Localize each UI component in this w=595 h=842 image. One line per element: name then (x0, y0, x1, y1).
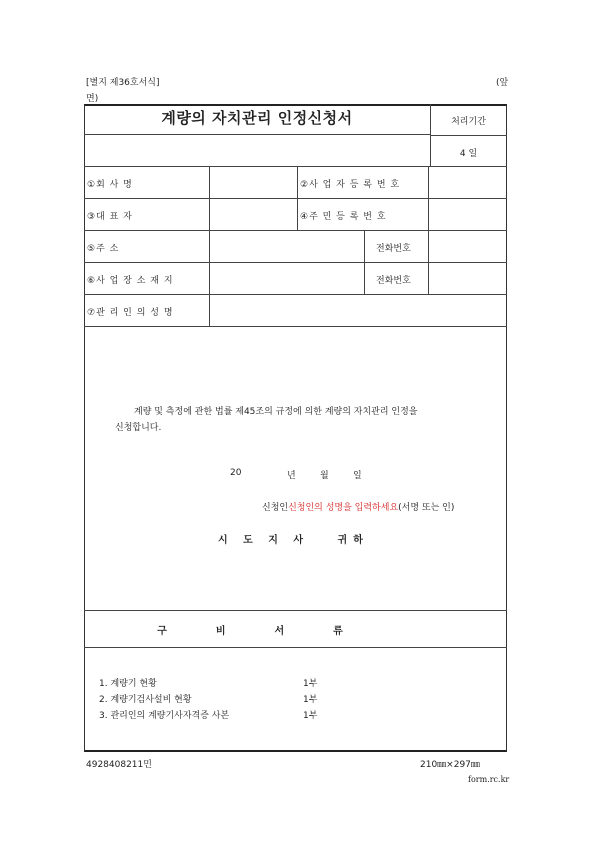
address-phone-label: 전화번호 (376, 244, 411, 254)
document-qty-2: 1부 (303, 695, 318, 705)
row-line-6 (84, 326, 507, 327)
manager-name-field[interactable] (210, 295, 506, 325)
processing-period-label: 처리기간 (451, 117, 486, 127)
workplace-field[interactable] (210, 263, 363, 293)
processing-line (430, 135, 507, 136)
source-link[interactable]: form.rc.kr (468, 775, 510, 784)
date-year: 20 (230, 468, 242, 478)
documents-heading: 구 비 서 류 (157, 626, 357, 637)
workplace-phone-label: 전화번호 (376, 276, 411, 286)
col-line-mid (297, 166, 298, 230)
date-month-unit: 월 (320, 471, 329, 481)
date-day-unit: 일 (353, 471, 362, 481)
document-qty-1: 1부 (303, 679, 318, 689)
form-number: [별지 제36호서식] (86, 78, 160, 88)
address-label: ⑤주 소 (87, 244, 120, 254)
documents-divider-top (84, 610, 507, 611)
document-item-2: 2. 계량기검사설비 현황 (99, 695, 192, 705)
workplace-label: ⑥사 업 장 소 재 지 (87, 276, 174, 286)
form-title: 계량의 자치관리 인정신청서 (161, 109, 353, 127)
processing-period-value: 4 일 (459, 149, 478, 159)
document-qty-3: 1부 (303, 711, 318, 721)
documents-divider-bottom (84, 647, 507, 648)
form-code: 4928408211민 (86, 760, 152, 770)
business-reg-no-field[interactable] (429, 167, 506, 197)
address-field[interactable] (210, 231, 363, 261)
title-underline (84, 134, 430, 135)
statement-line-1: 계량 및 측정에 관한 법률 제45조의 규정에 의한 계량의 자치관리 인정을 (134, 407, 418, 417)
representative-label: ③대 표 자 (87, 212, 133, 222)
document-item-3: 3. 관리인의 계량기사자격증 사본 (99, 711, 230, 721)
representative-field[interactable] (210, 199, 296, 229)
resident-reg-no-field[interactable] (429, 199, 506, 229)
col-line-phone (364, 230, 365, 294)
document-item-1: 1. 계량기 현황 (99, 679, 157, 689)
company-name-label: ①회 사 명 (87, 180, 133, 190)
workplace-phone-field[interactable] (429, 263, 506, 293)
paper-size: 210㎜×297㎜ (420, 760, 480, 770)
manager-name-label: ⑦관 리 인 의 성 명 (87, 308, 174, 318)
applicant-line (262, 500, 454, 513)
company-name-field[interactable] (210, 167, 296, 197)
applicant-label: 신청인 (262, 503, 289, 513)
statement-line-2: 신청합니다. (115, 423, 162, 433)
resident-reg-no-label: ④주 민 등 록 번 호 (300, 212, 387, 222)
addressee: 시 도 지 사 귀하 (218, 535, 369, 546)
date-year-unit: 년 (287, 471, 296, 481)
page-side-label: (앞 (496, 78, 509, 88)
business-reg-no-label: ②사 업 자 등 록 번 호 (300, 180, 401, 190)
page-side-label-cont: 면) (86, 94, 99, 104)
signature-note: (서명 또는 인) (398, 503, 455, 513)
address-phone-field[interactable] (429, 231, 506, 261)
applicant-name-input[interactable]: 신청인의 성명을 입력하세요 (288, 503, 399, 513)
